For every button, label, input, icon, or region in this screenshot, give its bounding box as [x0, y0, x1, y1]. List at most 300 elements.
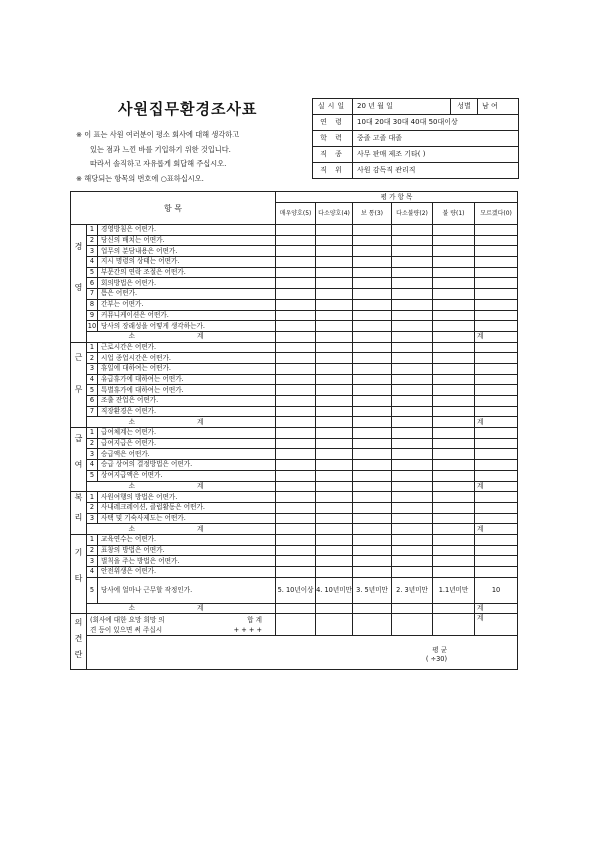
- table-row: [71, 353, 518, 364]
- rating-cell[interactable]: [433, 396, 475, 407]
- opinion-write-area[interactable]: [87, 636, 518, 670]
- rating-cell[interactable]: [392, 310, 433, 321]
- item-question: 업무의 분담내용은 어떤가.: [98, 246, 276, 257]
- rating-cell[interactable]: [392, 502, 433, 513]
- rating-cell[interactable]: [433, 513, 475, 524]
- rating-cell[interactable]: [392, 353, 433, 364]
- rating-cell[interactable]: [316, 278, 353, 289]
- survey-date-field[interactable]: 20 년 월 일: [353, 99, 451, 115]
- rating-cell[interactable]: [276, 567, 316, 578]
- rating-cell[interactable]: [475, 470, 518, 481]
- rating-cell[interactable]: [475, 502, 518, 513]
- rating-cell[interactable]: [392, 470, 433, 481]
- rating-cell[interactable]: [316, 353, 353, 364]
- tenure-option[interactable]: 10: [475, 577, 518, 603]
- rating-cell[interactable]: [433, 406, 475, 417]
- rating-cell[interactable]: [475, 438, 518, 449]
- item-question: 시업 종업시간은 어떤가.: [98, 353, 276, 364]
- item-number: 3: [87, 363, 98, 374]
- rating-cell[interactable]: [433, 438, 475, 449]
- table-row: [71, 246, 518, 257]
- rating-cell[interactable]: [316, 438, 353, 449]
- rating-cell[interactable]: [353, 492, 392, 503]
- rating-cell[interactable]: [392, 492, 433, 503]
- item-question: 급여체계는 어떤가.: [98, 428, 276, 439]
- rating-cell[interactable]: [392, 257, 433, 268]
- rating-cell[interactable]: [276, 235, 316, 246]
- age-field[interactable]: 10대 20대 30대 40대 50대이상: [353, 115, 519, 131]
- opinion-instruction: [87, 614, 276, 636]
- subtotal-label: 소 계: [87, 417, 276, 428]
- rating-cell[interactable]: [475, 278, 518, 289]
- rating-cell[interactable]: [276, 396, 316, 407]
- rating-cell[interactable]: [276, 321, 316, 332]
- eval-column-header: 다소불량(2): [392, 203, 433, 225]
- rating-cell[interactable]: [433, 299, 475, 310]
- rating-cell[interactable]: [316, 321, 353, 332]
- item-number: 4: [87, 374, 98, 385]
- rating-cell[interactable]: [475, 246, 518, 257]
- rating-cell[interactable]: [276, 278, 316, 289]
- rating-cell[interactable]: [392, 246, 433, 257]
- item-question: 사원여행의 방법은 어떤가.: [98, 492, 276, 503]
- rating-cell[interactable]: [475, 513, 518, 524]
- eval-column-header: 보 통(3): [353, 203, 392, 225]
- rating-cell[interactable]: [316, 310, 353, 321]
- rating-cell[interactable]: [392, 396, 433, 407]
- rating-cell[interactable]: [433, 534, 475, 545]
- rating-cell[interactable]: [316, 385, 353, 396]
- subtotal-cell[interactable]: [316, 417, 353, 428]
- rating-cell[interactable]: [316, 492, 353, 503]
- eval-column-header: 다소양호(4): [316, 203, 353, 225]
- tenure-option[interactable]: 1.1년미만: [433, 577, 475, 603]
- table-row: [71, 396, 518, 407]
- item-question: 벌칙을 주는 방법은 어떤가.: [98, 556, 276, 567]
- rating-cell[interactable]: [353, 321, 392, 332]
- rating-cell[interactable]: [353, 502, 392, 513]
- rating-cell[interactable]: [475, 363, 518, 374]
- table-row: [71, 513, 518, 524]
- rating-cell[interactable]: [433, 225, 475, 236]
- rating-cell[interactable]: [433, 310, 475, 321]
- rating-cell[interactable]: [316, 289, 353, 300]
- rating-cell[interactable]: [433, 289, 475, 300]
- rating-cell[interactable]: [433, 374, 475, 385]
- subtotal-cell[interactable]: [433, 417, 475, 428]
- rating-cell[interactable]: [276, 289, 316, 300]
- rating-cell[interactable]: [475, 289, 518, 300]
- rating-cell[interactable]: [276, 545, 316, 556]
- table-row: [71, 299, 518, 310]
- rating-cell[interactable]: [392, 267, 433, 278]
- rating-cell[interactable]: [353, 342, 392, 353]
- rating-cell[interactable]: [316, 374, 353, 385]
- rating-cell[interactable]: [276, 299, 316, 310]
- rating-cell[interactable]: [475, 235, 518, 246]
- rating-cell[interactable]: [475, 396, 518, 407]
- rating-cell[interactable]: [276, 363, 316, 374]
- rating-cell[interactable]: [276, 310, 316, 321]
- subtotal-total-label: 계: [475, 524, 518, 535]
- rating-cell[interactable]: [276, 449, 316, 460]
- table-row: [71, 428, 518, 439]
- item-question: 간부는 어떤가.: [98, 299, 276, 310]
- instruction-note-1: ※ 이 표는 사원 여러분이 평소 회사에 대해 생각하고: [76, 130, 240, 139]
- rating-cell[interactable]: [316, 449, 353, 460]
- rating-cell[interactable]: [353, 374, 392, 385]
- table-row: [71, 374, 518, 385]
- rating-cell[interactable]: [353, 310, 392, 321]
- rating-cell[interactable]: [433, 235, 475, 246]
- rating-cell[interactable]: [392, 385, 433, 396]
- rating-cell[interactable]: [475, 385, 518, 396]
- item-question: 경영방침은 어떤가.: [98, 225, 276, 236]
- rating-cell[interactable]: [353, 246, 392, 257]
- item-number: 1: [87, 428, 98, 439]
- rating-cell[interactable]: [276, 353, 316, 364]
- rating-cell[interactable]: [392, 567, 433, 578]
- subtotal-cell[interactable]: [276, 331, 316, 342]
- item-question: 표창의 방법은 어떤가.: [98, 545, 276, 556]
- rating-cell[interactable]: [353, 513, 392, 524]
- rating-cell[interactable]: [475, 556, 518, 567]
- rating-cell[interactable]: [316, 470, 353, 481]
- subtotal-label: 소 계: [87, 524, 276, 535]
- rating-cell[interactable]: [316, 534, 353, 545]
- rating-cell[interactable]: [433, 449, 475, 460]
- subtotal-cell[interactable]: [353, 417, 392, 428]
- sum-cell[interactable]: [353, 614, 392, 636]
- sum-cell[interactable]: [433, 614, 475, 636]
- rating-cell[interactable]: [433, 267, 475, 278]
- rating-cell[interactable]: [353, 353, 392, 364]
- sum-cell[interactable]: [276, 614, 316, 636]
- subtotal-cell[interactable]: [433, 481, 475, 492]
- education-field[interactable]: 중졸 고졸 대졸: [353, 131, 519, 147]
- rating-cell[interactable]: [353, 567, 392, 578]
- item-question: 커뮤니케이션은 어떤가.: [98, 310, 276, 321]
- rating-cell[interactable]: [392, 225, 433, 236]
- rating-cell[interactable]: [276, 534, 316, 545]
- rating-cell[interactable]: [475, 353, 518, 364]
- rating-cell[interactable]: [276, 470, 316, 481]
- rating-cell[interactable]: [276, 460, 316, 471]
- rating-cell[interactable]: [353, 545, 392, 556]
- rating-cell[interactable]: [276, 513, 316, 524]
- subtotal-cell[interactable]: [392, 524, 433, 535]
- table-row: [71, 385, 518, 396]
- rating-cell[interactable]: [353, 385, 392, 396]
- item-question: 특별휴가에 대하여는 어떤가.: [98, 385, 276, 396]
- subtotal-cell[interactable]: [392, 481, 433, 492]
- tenure-option[interactable]: 3. 5년미만: [353, 577, 392, 603]
- rating-cell[interactable]: [475, 545, 518, 556]
- item-number: 2: [87, 235, 98, 246]
- rating-cell[interactable]: [276, 374, 316, 385]
- subtotal-cell[interactable]: [433, 524, 475, 535]
- item-question: 교육연수는 어떤가.: [98, 534, 276, 545]
- rating-cell[interactable]: [353, 428, 392, 439]
- item-question: 부문간의 연락 조절은 어떤가.: [98, 267, 276, 278]
- table-row: [71, 460, 518, 471]
- rating-cell[interactable]: [276, 438, 316, 449]
- evaluation-table: [70, 191, 518, 670]
- rating-cell[interactable]: [276, 342, 316, 353]
- table-row: [71, 470, 518, 481]
- section-label: [71, 534, 87, 613]
- item-question: 사택 및 기숙사제도는 어떤가.: [98, 513, 276, 524]
- rating-cell[interactable]: [392, 428, 433, 439]
- rating-cell[interactable]: [433, 278, 475, 289]
- section-label: [71, 428, 87, 492]
- rating-cell[interactable]: [433, 257, 475, 268]
- rating-cell[interactable]: [353, 289, 392, 300]
- rating-cell[interactable]: [433, 321, 475, 332]
- rating-cell[interactable]: [392, 534, 433, 545]
- subtotal-cell[interactable]: [316, 481, 353, 492]
- rating-cell[interactable]: [475, 257, 518, 268]
- rating-cell[interactable]: [475, 534, 518, 545]
- rating-cell[interactable]: [392, 460, 433, 471]
- item-question: 회의방법은 어떤가.: [98, 278, 276, 289]
- rating-cell[interactable]: [475, 299, 518, 310]
- instruction-note-2: 있는 점과 느낀 바를 기입하기 위한 것입니다.: [90, 145, 231, 154]
- average-sub: ( ÷30): [425, 655, 448, 664]
- item-number: 9: [87, 310, 98, 321]
- rating-cell[interactable]: [433, 460, 475, 471]
- rating-cell[interactable]: [433, 556, 475, 567]
- rating-cell[interactable]: [475, 492, 518, 503]
- rating-cell[interactable]: [316, 363, 353, 374]
- rating-cell[interactable]: [392, 374, 433, 385]
- rating-cell[interactable]: [276, 428, 316, 439]
- occupation-field[interactable]: 사무 판매 제조 기타( ): [353, 147, 519, 163]
- subtotal-cell[interactable]: [353, 331, 392, 342]
- rating-cell[interactable]: [276, 385, 316, 396]
- subtotal-cell[interactable]: [353, 603, 392, 614]
- table-row: [71, 267, 518, 278]
- item-header: 항 목: [71, 192, 276, 225]
- rating-cell[interactable]: [353, 396, 392, 407]
- rating-cell[interactable]: [316, 513, 353, 524]
- rating-cell[interactable]: [392, 235, 433, 246]
- rating-cell[interactable]: [353, 278, 392, 289]
- item-number: 6: [87, 396, 98, 407]
- table-row: [71, 235, 518, 246]
- subtotal-row: [71, 603, 518, 614]
- average-label: 평 균: [432, 646, 448, 655]
- rating-cell[interactable]: [475, 567, 518, 578]
- table-row: [71, 438, 518, 449]
- item-number: 1: [87, 534, 98, 545]
- rating-cell[interactable]: [353, 438, 392, 449]
- rating-cell[interactable]: [475, 428, 518, 439]
- subtotal-cell[interactable]: [392, 603, 433, 614]
- subtotal-cell[interactable]: [392, 331, 433, 342]
- rating-cell[interactable]: [316, 567, 353, 578]
- rating-cell[interactable]: [276, 502, 316, 513]
- rating-cell[interactable]: [475, 374, 518, 385]
- rating-cell[interactable]: [276, 556, 316, 567]
- subtotal-row: [71, 524, 518, 535]
- subtotal-cell[interactable]: [316, 524, 353, 535]
- subtotal-cell[interactable]: [353, 481, 392, 492]
- rating-cell[interactable]: [353, 235, 392, 246]
- item-question: 지시 명령의 상태는 어떤가.: [98, 257, 276, 268]
- item-number: 3: [87, 246, 98, 257]
- subtotal-cell[interactable]: [276, 524, 316, 535]
- table-row: [71, 225, 518, 236]
- gender-field[interactable]: 남 여: [478, 99, 519, 115]
- rating-cell[interactable]: [433, 363, 475, 374]
- rating-cell[interactable]: [353, 225, 392, 236]
- rating-cell[interactable]: [316, 342, 353, 353]
- tenure-option[interactable]: 2. 3년미만: [392, 577, 433, 603]
- rating-cell[interactable]: [433, 246, 475, 257]
- rating-cell[interactable]: [353, 267, 392, 278]
- subtotal-cell[interactable]: [276, 603, 316, 614]
- rating-cell[interactable]: [433, 567, 475, 578]
- item-question: 승급 상여의 결정방법은 어떤가.: [98, 460, 276, 471]
- rating-cell[interactable]: [353, 299, 392, 310]
- rating-cell[interactable]: [316, 396, 353, 407]
- rating-cell[interactable]: [392, 342, 433, 353]
- item-question: 상여지급액은 어떤가.: [98, 470, 276, 481]
- rating-cell[interactable]: [353, 449, 392, 460]
- rating-cell[interactable]: [475, 449, 518, 460]
- rating-cell[interactable]: [276, 246, 316, 257]
- rating-cell[interactable]: [276, 267, 316, 278]
- rating-cell[interactable]: [316, 235, 353, 246]
- item-question: 틈은 어떤가.: [98, 289, 276, 300]
- rating-cell[interactable]: [433, 428, 475, 439]
- rating-cell[interactable]: [475, 406, 518, 417]
- rating-cell[interactable]: [353, 363, 392, 374]
- opinion-label: [71, 614, 87, 670]
- item-question: 근로시간은 어떤가.: [98, 342, 276, 353]
- rating-cell[interactable]: [392, 278, 433, 289]
- table-row: [71, 567, 518, 578]
- rating-cell[interactable]: [433, 492, 475, 503]
- rating-cell[interactable]: [316, 556, 353, 567]
- sum-cell[interactable]: [316, 614, 353, 636]
- table-row: [71, 342, 518, 353]
- section-name: 경영: [74, 242, 83, 325]
- rating-cell[interactable]: [316, 460, 353, 471]
- rating-cell[interactable]: [392, 363, 433, 374]
- table-row: [71, 492, 518, 503]
- rating-cell[interactable]: [433, 545, 475, 556]
- rating-cell[interactable]: [353, 406, 392, 417]
- rating-cell[interactable]: [353, 460, 392, 471]
- table-row: [71, 363, 518, 374]
- subtotal-cell[interactable]: [392, 417, 433, 428]
- rating-cell[interactable]: [276, 225, 316, 236]
- subtotal-cell[interactable]: [433, 331, 475, 342]
- rating-cell[interactable]: [316, 299, 353, 310]
- tenure-option[interactable]: 5. 10년이상: [276, 577, 316, 603]
- item-number: 1: [87, 342, 98, 353]
- item-number: 2: [87, 545, 98, 556]
- table-row: [71, 502, 518, 513]
- rating-cell[interactable]: [433, 470, 475, 481]
- table-row: [71, 257, 518, 268]
- rating-cell[interactable]: [392, 438, 433, 449]
- rating-cell[interactable]: [392, 289, 433, 300]
- item-number: 2: [87, 438, 98, 449]
- rating-cell[interactable]: [433, 385, 475, 396]
- rating-cell[interactable]: [276, 257, 316, 268]
- rating-cell[interactable]: [433, 353, 475, 364]
- rating-cell[interactable]: [392, 449, 433, 460]
- rating-cell[interactable]: [316, 545, 353, 556]
- rating-cell[interactable]: [353, 556, 392, 567]
- rating-cell[interactable]: [433, 342, 475, 353]
- rating-cell[interactable]: [316, 502, 353, 513]
- subtotal-cell[interactable]: [316, 603, 353, 614]
- tenure-option[interactable]: 4. 10년미만: [316, 577, 353, 603]
- position-field[interactable]: 사원 감독직 관리직: [353, 163, 519, 179]
- section-label: [71, 225, 87, 343]
- opinion-label-text: 의견란: [74, 617, 83, 666]
- item-number: 5: [87, 385, 98, 396]
- item-question: 사내레크레이션, 클럽활동은 어떤가.: [98, 502, 276, 513]
- item-question: 조출 잔업은 어떤가.: [98, 396, 276, 407]
- rating-cell[interactable]: [475, 342, 518, 353]
- rating-cell[interactable]: [433, 502, 475, 513]
- rating-cell[interactable]: [316, 246, 353, 257]
- rating-cell[interactable]: [276, 492, 316, 503]
- rating-cell[interactable]: [475, 267, 518, 278]
- rating-cell[interactable]: [392, 406, 433, 417]
- table-row: [71, 556, 518, 567]
- subtotal-cell[interactable]: [276, 417, 316, 428]
- rating-cell[interactable]: [392, 513, 433, 524]
- rating-cell[interactable]: [475, 225, 518, 236]
- sum-cell[interactable]: [392, 614, 433, 636]
- item-question: 안전위생은 어떤가.: [98, 567, 276, 578]
- rating-cell[interactable]: [392, 299, 433, 310]
- rating-cell[interactable]: [316, 428, 353, 439]
- rating-cell[interactable]: [475, 310, 518, 321]
- item-question: 급여지급은 어떤가.: [98, 438, 276, 449]
- subtotal-cell[interactable]: [433, 603, 475, 614]
- rating-cell[interactable]: [353, 257, 392, 268]
- subtotal-cell[interactable]: [276, 481, 316, 492]
- page-title: 사원집무환경조사표: [118, 100, 258, 118]
- rating-cell[interactable]: [392, 545, 433, 556]
- rating-cell[interactable]: [316, 225, 353, 236]
- rating-cell[interactable]: [475, 321, 518, 332]
- rating-cell[interactable]: [392, 556, 433, 567]
- item-number: 1: [87, 492, 98, 503]
- rating-cell[interactable]: [316, 406, 353, 417]
- rating-cell[interactable]: [276, 406, 316, 417]
- rating-cell[interactable]: [353, 470, 392, 481]
- subtotal-total-label: 계: [475, 331, 518, 342]
- subtotal-row: [71, 331, 518, 342]
- item-number: 5: [87, 470, 98, 481]
- rating-cell[interactable]: [316, 257, 353, 268]
- subtotal-cell[interactable]: [316, 331, 353, 342]
- rating-cell[interactable]: [392, 321, 433, 332]
- rating-cell[interactable]: [475, 460, 518, 471]
- rating-cell[interactable]: [353, 534, 392, 545]
- rating-cell[interactable]: [316, 267, 353, 278]
- education-label: 학 력: [313, 131, 353, 147]
- subtotal-cell[interactable]: [353, 524, 392, 535]
